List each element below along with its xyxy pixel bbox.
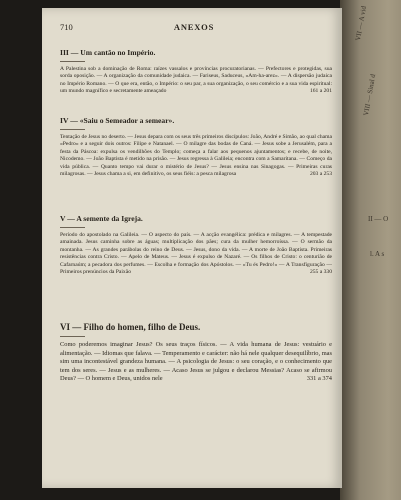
facing-fragment: VIII — Sinal d [362, 73, 378, 117]
page-range: 331 a 374 [306, 375, 332, 383]
facing-fragment: II — O [368, 215, 389, 223]
page-number: 710 [60, 22, 73, 32]
section-heading: VI — Filho do homen, filho de Deus. [60, 322, 332, 337]
page-range: 161 a 201 [309, 88, 332, 95]
section-heading: IV — «Saiu o Semeador a semear». [60, 116, 332, 130]
page-range: 255 a 330 [309, 269, 332, 276]
facing-fragment: l. A s [370, 250, 385, 258]
running-head: ANEXOS [173, 22, 215, 32]
book-page [42, 8, 342, 488]
section-iv [60, 116, 332, 178]
facing-page [340, 0, 401, 500]
facing-fragment: VII — A vid [354, 5, 368, 42]
page-range: 203 a 253 [309, 171, 332, 178]
section-summary: A Palestina sob a dominação de Roma: raízes vassalos e províncias procuratorianas. — Prefectores e protegidas, sua sorda oposição. — A organização da comunidade judaica. — Fariseus, Saduceus, «Am-ha-arez». — A dispersão judaica no Império Romano. — O que era, então, o Império: o seu par, a sua organização, o seu comércio e a sua vida espiritual: um mundo magnífico e secretamente ameaçado 161 a 201 [60, 66, 332, 95]
section-heading: V — A semente da Igreja. [60, 214, 332, 228]
page-header [60, 22, 328, 32]
section-vi [60, 322, 332, 384]
section-summary: Período do apostolado na Galileia. — O aspecto do país. — A acção evangélica: prédica e milagres. — A tempestade amainada. Jesus caminha sobre as águas; multiplicação dos pães; cura da mulher hemorroíssa. — O sermão da montanha. — As grandes parábolas do reino de Deus. — Jesus, dono da vida. — A morte de João Baptista. Primeiras resistências contra Cristo. — Apelo de Mateus. — Jesus é expulso de Nazaré. — Os filhos de Cristo: o centurião de Cafarnaúm; a pecadora dos perfumes. — Escolha e formação dos Apóstolos. — «Tu és Pedro!» — A Transfiguração — Primeiros prenúncios da Paixão 255 a 330 [60, 232, 332, 276]
section-v [60, 214, 332, 276]
section-heading: III — Um cantão no Império. [60, 48, 332, 62]
section-summary: Tentação de Jesus no deserto. — Jesus depara com os seus três primeiros discípulos: João, André e Simão, ao qual chama «Pedro» e a seguir dois outros: Filipe e Natanael. — O milagre das bodas de Caná. — Jesus sobe a Jerusalém, para a festa da Páscoa: expulsa os vendilhões do Templo; começa a falar aos pequenos ajuntamentos; e recebe, de noite, Nicodemo. — João Baptista é metido na prisão. — Jesus regressa à Galileia; encontra com a Samaritana. — Começo da vida pública. — Quanto tempo vai durar o mistério de Jesus? — Jesus ensina nas Sinagogas. — Primeiras curas milagrosas. — Jesus chama a si, em definitivo, os seus fiéis: a pesca milagrosa 203 a 253 [60, 134, 332, 178]
section-iii [60, 48, 332, 96]
section-summary: Como poderemos imaginar Jesus? Os seus traços físicos. — A vida humana de Jesus: vestuário e alimentação. — Idiomas que falava. — Temperamento e carácter: não há nele qualquer desequilíbrio, mas sim uma incontestável grandeza humana. — A psicologia de Jesus: o seu coração, e o conhecimento que tem dos seres. — Jesus e as mulheres. — Acaso Jesus se julgou e declarou Messias? Acaso se afirmou Deus? — O homem e Deus, unidos nele 331 a 374 [60, 341, 332, 383]
